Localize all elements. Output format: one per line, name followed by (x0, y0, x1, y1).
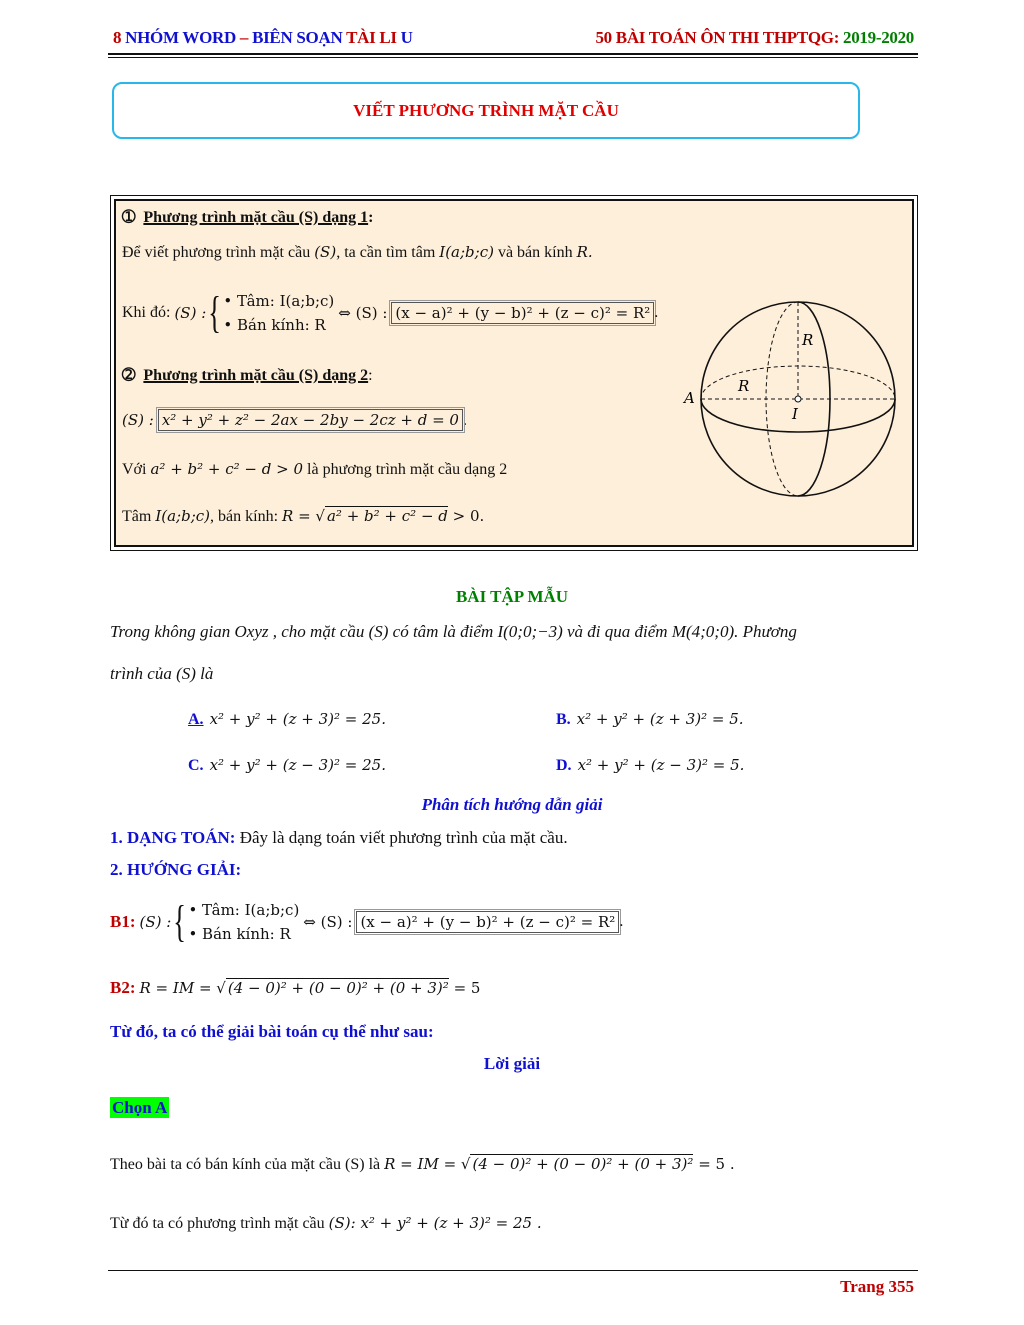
label-a: A (684, 389, 695, 407)
form1-s-label: (S) : (174, 304, 207, 322)
form2-equation: x² + y² + z² − 2ax − 2by − 2cz + d = 0 (158, 409, 463, 431)
header-right (595, 28, 914, 48)
form2-center-radius (122, 507, 484, 526)
header-year: 2019-2020 (843, 28, 914, 47)
form2-cond-text: Với (122, 461, 147, 478)
option-d[interactable] (556, 756, 744, 775)
label-r-vertical: R (802, 331, 814, 349)
option-a-text: x² + y² + (z + 3)² = 25. (209, 710, 386, 728)
form2-radius-lhs: R = √ (282, 507, 325, 525)
approach-label: 2. HƯỚNG GIẢI: (110, 860, 242, 879)
option-c[interactable] (188, 756, 386, 775)
form2-radius-text: , bán kính: (210, 508, 279, 525)
step-b1-equiv: ⇔ (S) : (303, 913, 353, 931)
option-d-label: D. (556, 757, 572, 774)
form2-cond-math: a² + b² + c² − d > 0 (150, 460, 304, 478)
form1-intro-text: Để viết phương trình mặt cầu (122, 244, 311, 261)
header-group-name: NHÓM WORD (125, 28, 236, 47)
step-b1-center: • Tâm: I(a;b;c) (188, 901, 300, 919)
question-line-2: trình của (S) là (110, 664, 214, 683)
form2-radius-rhs: > 0. (447, 507, 485, 525)
header-sep: – (235, 28, 253, 47)
solution-line-1 (110, 1155, 735, 1174)
option-c-text: x² + y² + (z − 3)² = 25. (209, 756, 386, 774)
form1-equiv: ⇔ (S) : (338, 304, 388, 322)
form1-intro-text-b: , ta cần tìm tâm (336, 244, 436, 261)
exercise-heading: BÀI TẬP MẪU (455, 587, 569, 606)
left-brace-icon: { (173, 897, 187, 946)
center-point (795, 396, 801, 402)
form2-heading-text: Phương trình mặt cầu (S) dạng 2 (143, 367, 369, 384)
step-b2-rhs: = 5 (448, 979, 481, 997)
form1-heading-text: Phương trình mặt cầu (S) dạng 1 (143, 209, 369, 226)
equator-front (701, 399, 895, 432)
sphere-figure (682, 295, 912, 505)
form2-heading (122, 365, 373, 385)
option-a-label: A. (188, 711, 204, 728)
form2-radius-radicand: a² + b² + c² − d (326, 507, 448, 525)
form2-bullet-icon: ➁ (122, 367, 136, 384)
option-a[interactable] (188, 710, 386, 729)
page-number: Trang 355 (840, 1277, 914, 1296)
form1-bullet-icon: ➀ (122, 209, 136, 226)
footer-rule (108, 1270, 918, 1271)
theory-box (114, 199, 914, 547)
form2-center-text: Tâm (122, 508, 152, 525)
form2-center-math: I(a;b;c) (155, 507, 211, 525)
form1-equation: (x − a)² + (y − b)² + (z − c)² = R² (391, 302, 654, 324)
problem-type (110, 828, 568, 848)
form1-intro-center: I(a;b;c) (439, 243, 494, 261)
header-left (113, 28, 413, 48)
label-r-horizontal: R (738, 377, 750, 395)
solution-line-1-lhs: R = IM = √ (384, 1155, 471, 1173)
form2-cond-text-b: là phương trình mặt cầu dạng 2 (307, 461, 508, 478)
solution-line-2-text: Từ đó ta có phương trình mặt cầu (110, 1215, 325, 1232)
form1-radius-item: • Bán kính: R (223, 316, 326, 334)
problem-type-text: Đây là dạng toán viết phương trình của mặt cầu. (239, 828, 568, 847)
option-b-label: B. (556, 711, 571, 728)
header-rule (108, 53, 918, 55)
header-compile: BIÊN SOẠN (252, 28, 343, 47)
title-box (112, 82, 860, 139)
form1-center-item: • Tâm: I(a;b;c) (223, 292, 335, 310)
transition-text: Từ đó, ta có thể giải bài toán cụ thể như sau: (110, 1022, 434, 1041)
form1-heading (122, 207, 373, 227)
solution-line-1-radicand: (4 − 0)² + (0 − 0)² + (0 + 3)² (472, 1155, 694, 1173)
solution-line-1-text: Theo bài ta có bán kính của mặt cầu (S) là (110, 1156, 381, 1173)
form1-intro-r: R. (576, 243, 593, 261)
form1-conditions (223, 289, 334, 337)
step-b1: B1: (S) : { • Tâm: I(a;b;c) • Bán kính: R ⇔ (S) : (x − a)² + (y − b)² + (z − c)² = R² . (110, 897, 624, 946)
solution-line-2-math: (S): x² + y² + (z + 3)² = 25 . (328, 1214, 542, 1232)
header-rule-thin (108, 57, 918, 58)
analysis-heading: Phân tích hướng dẫn giải (421, 795, 603, 814)
option-d-text: x² + y² + (z − 3)² = 5. (577, 756, 745, 774)
answer-choice (110, 1098, 169, 1118)
question-line-1: Trong không gian Oxyz , cho mặt cầu (S) có tâm là điểm I(0;0;−3) và đi qua điểm M(4;0;0). Phương (110, 622, 797, 641)
option-c-label: C. (188, 757, 204, 774)
step-b1-equation: (x − a)² + (y − b)² + (z − c)² = R² (356, 911, 619, 933)
form1-intro-text-c: và bán kính (497, 244, 573, 261)
step-b2-lhs: R = IM = √ (139, 979, 226, 997)
form2-equation-line: (S) : x² + y² + z² − 2ax − 2by − 2cz + d = 0 . (122, 411, 467, 429)
option-b-text: x² + y² + (z + 3)² = 5. (576, 710, 744, 728)
form2-heading-colon: : (368, 367, 373, 384)
form1-intro-s: (S) (314, 243, 337, 261)
form1-system: Khi đó: (S) : { • Tâm: I(a;b;c) • Bán kính: R ⇔ (S) : (x − a)² + (y − b)² + (z − c)² = R² . (122, 288, 659, 337)
step-b2-label: B2: (110, 978, 136, 997)
header-doc-end: U (400, 28, 413, 47)
answer-choice-highlight: Chọn A (112, 1098, 168, 1117)
header-doc: TÀI LI (346, 28, 397, 47)
page-title: VIẾT PHƯƠNG TRÌNH MẶT CẦU (353, 100, 619, 120)
form1-when: Khi đó: (122, 304, 171, 321)
step-b1-conditions (188, 898, 299, 946)
step-b1-radius: • Bán kính: R (188, 925, 291, 943)
header-group-num: 8 (113, 28, 122, 47)
step-b1-s: (S) : (139, 913, 172, 931)
header-book-title: 50 BÀI TOÁN ÔN THI THPTQG: (595, 28, 840, 47)
step-b2 (110, 978, 480, 998)
label-i: I (792, 405, 798, 423)
form2-condition (122, 460, 507, 479)
left-brace-icon: { (208, 288, 222, 337)
form1-intro (122, 243, 593, 262)
step-b1-label: B1: (110, 912, 136, 931)
step-b2-radicand: (4 − 0)² + (0 − 0)² + (0 + 3)² (227, 979, 449, 997)
form1-heading-colon: : (368, 209, 374, 226)
solution-line-2 (110, 1214, 542, 1233)
solution-heading: Lời giải (483, 1054, 541, 1073)
option-b[interactable] (556, 710, 744, 729)
problem-type-label: 1. DẠNG TOÁN: (110, 828, 236, 847)
solution-line-1-rhs: = 5 . (693, 1155, 735, 1173)
form2-s-label: (S) : (122, 411, 154, 429)
